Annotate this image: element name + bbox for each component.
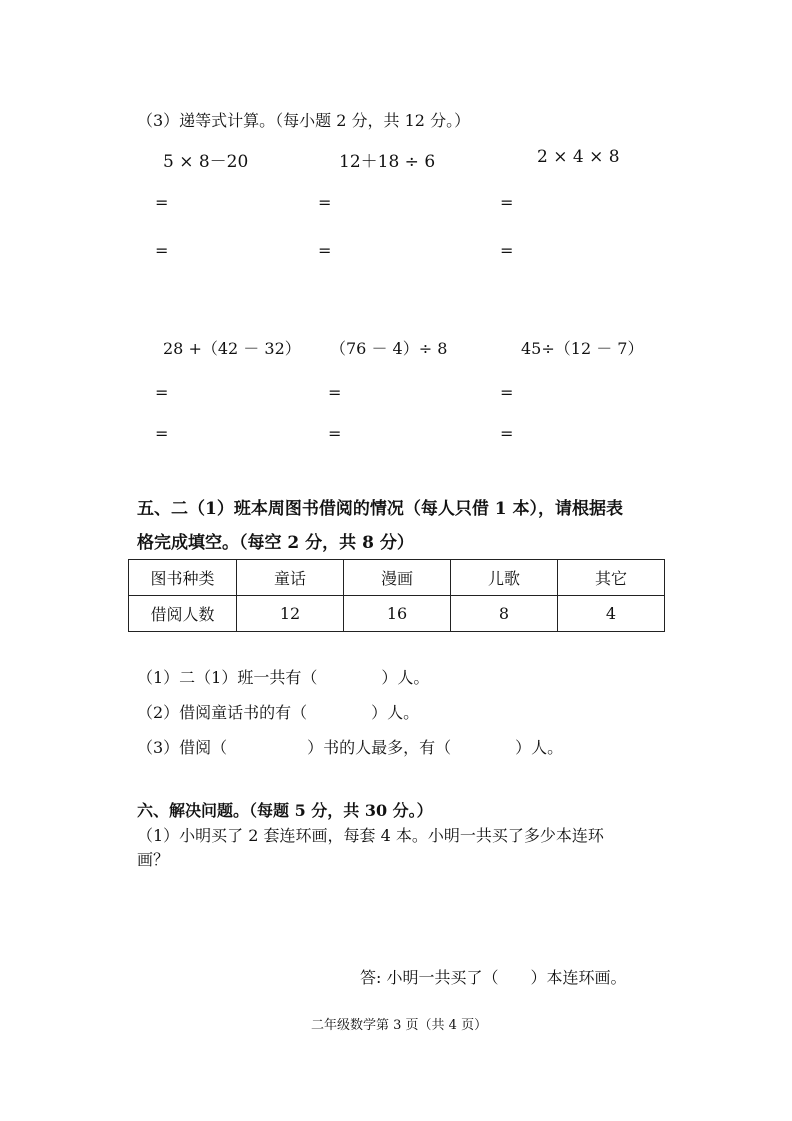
question-5-1: （1）二（1）班一共有（ ）人。 [137, 668, 430, 687]
section3-heading: （3）递等式计算。（每小题 2 分，共 12 分。） [137, 111, 471, 130]
table-cell: 8 [451, 596, 558, 632]
table-cell: 12 [237, 596, 344, 632]
equals-sign: = [318, 193, 332, 212]
equals-sign: = [155, 193, 169, 212]
equals-sign: = [328, 383, 342, 402]
table-cell: 16 [344, 596, 451, 632]
page-footer: 二年级数学第 3 页（共 4 页） [311, 1018, 488, 1033]
expression-1: 5 × 8－20 [163, 152, 249, 172]
table-cell: 4 [558, 596, 665, 632]
table-row [129, 596, 665, 632]
table-header-row [129, 560, 665, 596]
borrow-table [128, 559, 665, 632]
table-header-cell: 其它 [558, 560, 665, 596]
equals-sign: = [500, 193, 514, 212]
expression-6: 45÷（12 － 7） [521, 339, 644, 358]
equals-sign: = [500, 424, 514, 443]
expression-5: （76 － 4）÷ 8 [330, 339, 448, 358]
question-6-1-line1: （1）小明买了 2 套连环画，每套 4 本。小明一共买了多少本连环 [137, 826, 604, 845]
table-header-cell: 图书种类 [129, 560, 237, 596]
question-6-1-line2: 画？ [137, 850, 170, 869]
equals-sign: = [500, 383, 514, 402]
equals-sign: = [155, 241, 169, 260]
equals-sign: = [328, 424, 342, 443]
question-5-2: （2）借阅童话书的有（ ）人。 [137, 703, 420, 722]
equals-sign: = [155, 383, 169, 402]
section5-heading-line1: 五、二（1）班本周图书借阅的情况（每人只借 1 本），请根据表 [137, 499, 623, 519]
equals-sign: = [155, 424, 169, 443]
equals-sign: = [500, 241, 514, 260]
answer-line: 答: 小明一共买了（ ）本连环画。 [360, 968, 627, 987]
table-header-cell: 漫画 [344, 560, 451, 596]
table-cell: 借阅人数 [129, 596, 237, 632]
table-header-cell: 童话 [237, 560, 344, 596]
expression-4: 28 +（42 － 32） [163, 339, 301, 358]
section5-heading-line2: 格完成填空。（每空 2 分，共 8 分） [137, 533, 414, 553]
section6-heading: 六、解决问题。（每题 5 分，共 30 分。） [137, 801, 433, 820]
expression-3: 2 × 4 × 8 [537, 147, 620, 167]
expression-2: 12＋18 ÷ 6 [339, 152, 436, 172]
equals-sign: = [318, 241, 332, 260]
question-5-3: （3）借阅（ ）书的人最多，有（ ）人。 [137, 738, 564, 757]
table-header-cell: 儿歌 [451, 560, 558, 596]
